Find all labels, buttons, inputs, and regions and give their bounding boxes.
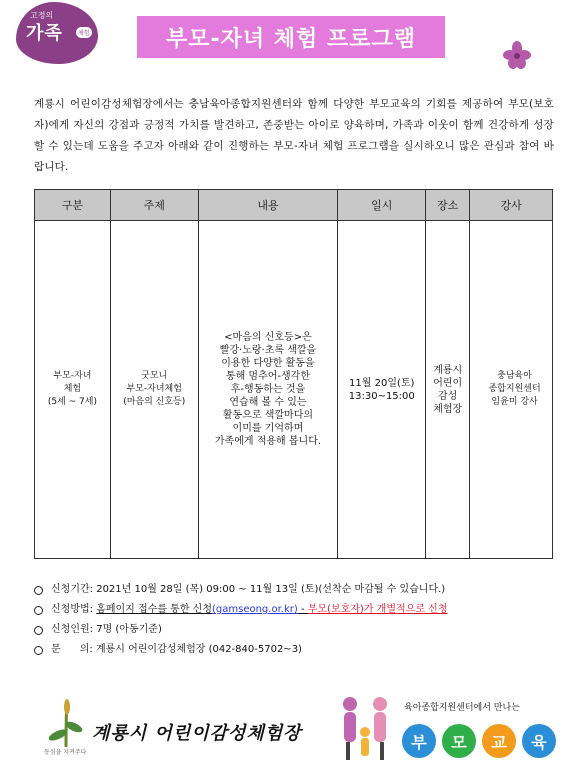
plant-icon: [46, 697, 86, 749]
place-cell: [426, 221, 470, 559]
bullet-icon: [34, 626, 43, 635]
place-line: 감성: [438, 390, 458, 402]
people-value: 7명 (아동기준): [96, 624, 162, 635]
header-place: 장소: [426, 190, 470, 221]
info-method-row: [34, 600, 447, 620]
content-line: <마음의 신호등>은: [224, 332, 312, 343]
logo-big-text: 가족: [26, 23, 63, 44]
page-title: 부모-자녀 체험 프로그램: [137, 16, 445, 58]
content-line: 연습해 볼 수 있는: [229, 397, 307, 408]
topic-cell: [110, 221, 198, 559]
circle-char: 모: [442, 724, 476, 758]
homepage-link[interactable]: (gamseong.or.kr): [212, 604, 298, 615]
header-content: 내용: [198, 190, 338, 221]
bullet-icon: [34, 586, 43, 595]
application-info: [34, 580, 447, 660]
partner-tagline: 육아종합지원센터에서 만나는: [404, 703, 520, 713]
logo-small-text: 고정의: [30, 11, 54, 20]
category-line: (5세 ~ 7세): [47, 397, 97, 407]
people-label: 신청인원:: [51, 624, 94, 635]
bullet-icon: [34, 606, 43, 615]
circle-char: 육: [522, 724, 556, 758]
parent-education-circles: [402, 724, 556, 758]
circle-char: 부: [402, 724, 436, 758]
method-text: 홈페이지 접수를 통한 신청: [96, 604, 212, 615]
period-value: 2021년 10월 28일 (목) 09:00 ~ 11월 13일 (토)(선착순 마감될 수 있습니다.): [96, 584, 446, 595]
content-line: 후-행동하는 것을: [230, 384, 306, 395]
center-name: 계룡시 어린이감성체험장: [92, 723, 302, 744]
place-line: 계룡시: [433, 364, 463, 376]
category-cell: [35, 221, 111, 559]
period-label: 신청기간:: [51, 584, 94, 595]
category-line: 체험: [63, 384, 82, 394]
intro-paragraph: 계룡시 어린이감성체험장에서는 충남육아종합지원센터와 함께 다양한 부모교육의 기회를 제공하여 부모(보호자)에게 자신의 강점과 긍정적 가치를 발견하고, 존중받는 아이로 양육하며, 가족과 이웃이 함께 건강하게 성장할 수 있는데 도움을 주고자 아래와 같이 진행하는 부모-자녀 체험 프로그램을 실시하오니 많은 관심과 참여 바랍니다.: [34, 98, 554, 173]
content-cell: [198, 221, 338, 559]
program-logo: [16, 2, 98, 64]
header-date: 일시: [338, 190, 426, 221]
flower-icon: [502, 40, 532, 70]
content-line: 활동으로 색깔마다의: [222, 410, 314, 421]
time-line: 13:30~15:00: [348, 390, 415, 402]
place-line: 체험장: [433, 403, 463, 415]
method-label: 신청방법:: [51, 604, 94, 615]
circle-char: 교: [482, 724, 516, 758]
place-line: 어린이: [433, 377, 463, 389]
teacher-line: 종합지원센터: [488, 384, 541, 394]
content-line: 빨강·노랑·초록 색깔을: [219, 345, 317, 356]
content-line: 통해 멈추어-생각한: [225, 371, 310, 382]
topic-line: 부모-자녀체험: [126, 384, 182, 394]
content-line: 가족에게 적용해 봅니다.: [214, 436, 322, 447]
teacher-line: 충남육아: [497, 371, 532, 381]
contact-label: 문 의:: [51, 644, 93, 655]
table-header-row: [35, 190, 553, 221]
center-slogan: 동심을 지켜주다: [44, 749, 87, 756]
program-table: [34, 189, 553, 559]
date-line: 11월 20일(토): [349, 377, 415, 389]
center-logo: [44, 695, 314, 765]
header-category: 구분: [35, 190, 111, 221]
logo-tag-text: 체험: [76, 27, 92, 38]
method-dash: -: [297, 604, 308, 615]
topic-line: (마음의 신호등): [123, 397, 186, 407]
teacher-cell: [470, 221, 553, 559]
content-line: 이미를 기억하며: [232, 423, 304, 434]
table-row: [35, 221, 553, 559]
method-note: 부모(보호자)가 개별적으로 신청: [307, 604, 448, 615]
contact-value: 계룡시 어린이감성체험장 (042-840-5702~3): [95, 644, 302, 655]
topic-line: 굿모니: [141, 371, 168, 381]
parent-education-logo: [334, 688, 570, 768]
info-contact-row: [34, 640, 447, 660]
family-illustration-icon: [336, 692, 396, 764]
header-teacher: 강사: [470, 190, 553, 221]
teacher-line: 임윤미 강사: [491, 397, 538, 407]
header-topic: 주제: [110, 190, 198, 221]
info-period-row: [34, 580, 447, 600]
category-line: 부모-자녀: [53, 371, 92, 381]
content-line: 이용한 다양한 활동을: [221, 358, 315, 369]
info-people-row: [34, 620, 447, 640]
bullet-icon: [34, 646, 43, 655]
date-cell: [338, 221, 426, 559]
